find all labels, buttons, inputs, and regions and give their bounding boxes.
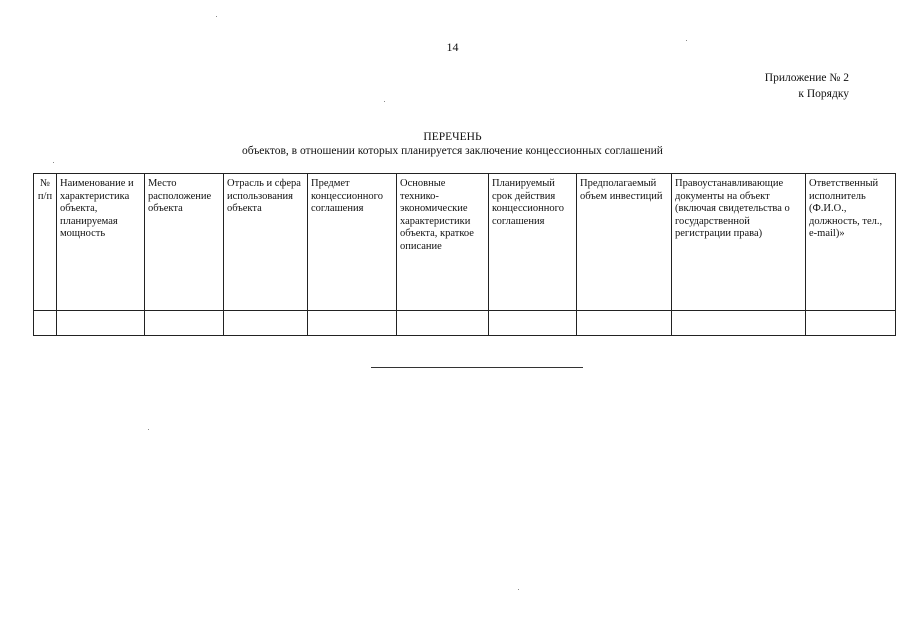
- document-title: ПЕРЕЧЕНЬ: [423, 131, 482, 143]
- table-cell: [308, 311, 397, 336]
- page-number: 14: [446, 40, 459, 54]
- appendix-reference: [765, 70, 849, 102]
- scan-speck: [148, 429, 149, 430]
- column-header-name: Наименование и характеристика объекта, планируемая мощность: [57, 174, 145, 311]
- column-header-title-documents: Правоустанавливающие документы на объект (включая свидетельства о государственной регистрации права): [672, 174, 806, 311]
- table-cell: [145, 311, 224, 336]
- column-header-sector: Отрасль и сфера использования объекта: [224, 174, 308, 311]
- appendix-line-2: к Порядку: [798, 88, 849, 100]
- table-cell: [489, 311, 577, 336]
- table-cell: [577, 311, 672, 336]
- scan-speck: [686, 40, 687, 41]
- end-of-document-rule: [371, 367, 583, 368]
- scan-speck: [384, 101, 385, 102]
- concession-objects-table: [33, 173, 896, 336]
- column-header-location: Место расположение объекта: [145, 174, 224, 311]
- column-header-characteristics: Основные технико-экономические характеристики объекта, краткое описание: [397, 174, 489, 311]
- scan-speck: [53, 162, 54, 163]
- column-header-investment: Предполагаемый объем инвестиций: [577, 174, 672, 311]
- scan-speck: [518, 589, 519, 590]
- table-cell: [34, 311, 57, 336]
- table-cell: [57, 311, 145, 336]
- column-header-number: № п/п: [34, 174, 57, 311]
- document-subtitle: объектов, в отношении которых планируется заключение концессионных соглашений: [242, 145, 663, 157]
- column-header-term: Планируемый срок действия концессионного соглашения: [489, 174, 577, 311]
- column-header-subject: Предмет концессионного соглашения: [308, 174, 397, 311]
- appendix-line-1: Приложение № 2: [764, 72, 849, 84]
- table-cell: [806, 311, 896, 336]
- table-cell: [224, 311, 308, 336]
- table-cell: [672, 311, 806, 336]
- document-heading: [0, 130, 905, 158]
- table-header-row: [34, 174, 896, 311]
- scan-speck: [216, 16, 217, 17]
- table-cell: [397, 311, 489, 336]
- table-row: [34, 311, 896, 336]
- column-header-responsible: Ответственный исполнитель (Ф.И.О., должность, тел., e-mail)»: [806, 174, 896, 311]
